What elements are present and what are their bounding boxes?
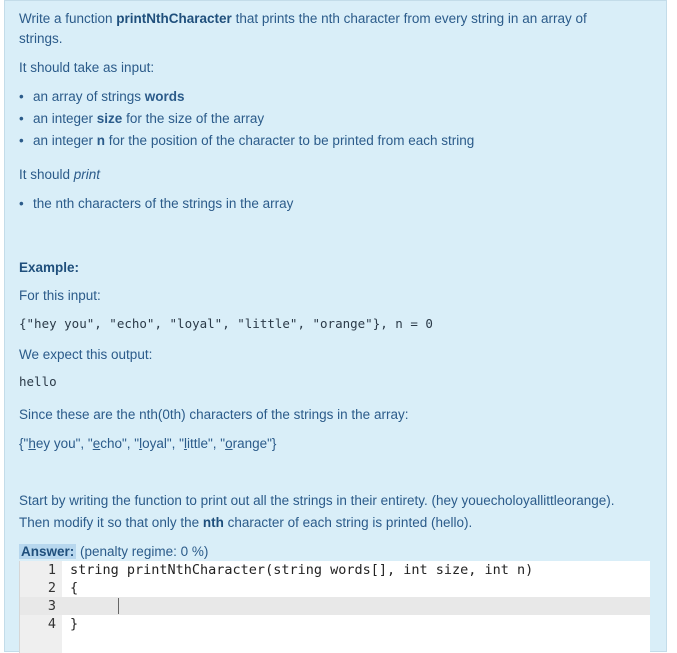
code-line[interactable] — [20, 561, 650, 579]
example-output-code: hello — [19, 374, 57, 389]
bullet-icon: • — [19, 196, 24, 211]
line-number: 3 — [47, 598, 56, 614]
highlight-letter: l — [183, 436, 187, 451]
highlight-letter: o — [225, 436, 233, 451]
instructions-line2-post: character of each string is printed (hello). — [223, 515, 473, 530]
line-number: 1 — [47, 562, 56, 578]
input-item-desc: for the position of the character to be printed from each string — [105, 133, 475, 148]
print-item-text: the nth characters of the strings in the array — [33, 196, 294, 211]
bullet-icon: • — [19, 133, 24, 148]
line-number: 2 — [47, 580, 56, 596]
penalty-regime: (penalty regime: 0 %) — [80, 544, 209, 559]
example-strings: {"hey you", "echo", "loyal", "little", "orange"} — [19, 436, 277, 451]
instructions-line2 — [19, 513, 472, 533]
highlight-letter: e — [92, 436, 101, 451]
print-item — [19, 194, 293, 214]
intro-text — [19, 9, 639, 49]
instructions-line1: Start by writing the function to print out all the strings in their entirety. (hey youecholoyallittleorange). — [19, 493, 615, 508]
example-input-code: {"hey you", "echo", "loyal", "little", "orange"}, n = 0 — [19, 316, 433, 331]
bullet-icon: • — [19, 111, 24, 126]
string-rest: ittle — [186, 436, 208, 451]
input-item-desc: for the size of the array — [122, 111, 265, 126]
example-input-label: For this input: — [19, 288, 101, 303]
code-line[interactable] — [20, 615, 650, 633]
print-heading-pre: It should — [19, 167, 74, 182]
instructions-line2-pre: Then modify it so that only the — [19, 515, 203, 530]
input-item-text: an integer — [33, 111, 97, 126]
example-explanation: Since these are the nth(0th) characters of the strings in the array: — [19, 407, 409, 422]
intro-text-line2: strings. — [19, 31, 63, 46]
code-text[interactable]: } — [70, 616, 79, 632]
example-heading — [19, 258, 79, 278]
bullet-icon: • — [19, 89, 24, 104]
code-text[interactable]: string printNthCharacter(string words[], int size, int n) — [70, 562, 534, 578]
example-heading-text: Example: — [19, 260, 80, 275]
answer-label: Answer: — [21, 544, 75, 559]
input-heading: It should take as input: — [19, 60, 155, 75]
print-heading — [19, 165, 100, 185]
intro-text-post: that prints the nth character from every string in an array of — [231, 11, 587, 26]
code-text[interactable]: { — [70, 580, 79, 596]
print-heading-italic: print — [73, 167, 101, 182]
answer-row — [19, 542, 208, 562]
input-item-words — [19, 87, 185, 107]
highlight-letter: l — [139, 436, 143, 451]
question-panel — [4, 0, 667, 652]
intro-text-pre: Write a function — [19, 11, 117, 26]
code-line-active[interactable] — [20, 597, 650, 615]
code-line[interactable] — [20, 579, 650, 597]
string-rest: ey you — [35, 436, 76, 451]
input-item-text: an array of strings — [33, 89, 145, 104]
input-item-size — [19, 109, 264, 129]
input-item-param: words — [144, 89, 185, 104]
string-rest: cho — [100, 436, 122, 451]
input-item-text: an integer — [33, 133, 97, 148]
input-item-param: n — [96, 133, 106, 148]
code-editor[interactable] — [19, 561, 650, 653]
input-item-n — [19, 131, 474, 151]
highlight-letter: h — [28, 436, 36, 451]
example-output-label: We expect this output: — [19, 347, 153, 362]
string-rest: range — [232, 436, 268, 451]
function-name: printNthCharacter — [116, 11, 232, 26]
string-rest: oyal — [142, 436, 167, 451]
text-cursor — [118, 598, 119, 614]
instructions-line2-bold: nth — [202, 515, 224, 530]
line-number: 4 — [47, 616, 56, 632]
input-item-param: size — [96, 111, 123, 126]
